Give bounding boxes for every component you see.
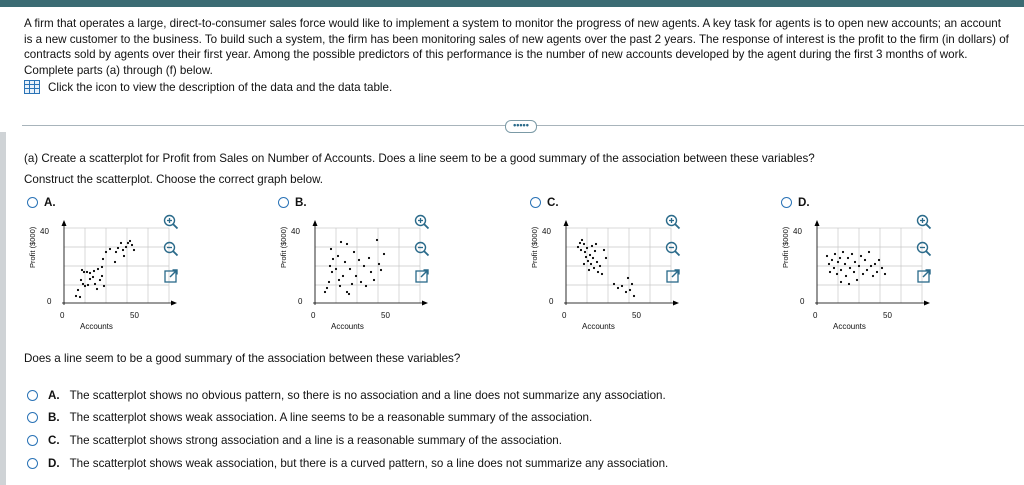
answer-radio-c-icon[interactable] [27,435,38,446]
tools-c [665,214,681,295]
y-tick-40-b: 40 [291,227,300,236]
grid-a [64,228,169,303]
expand-button[interactable]: ••••• [505,120,537,133]
line-question: Does a line seem to be a good summary of the association between these variables? [24,352,461,365]
scatterplot-a [30,214,180,334]
x-axis-label-c: Accounts [582,322,615,331]
open-new-window-icon[interactable] [916,268,932,284]
x-tick-50-b: 50 [381,311,390,320]
graph-option-d-label: D. [798,196,810,209]
intro-line-1: A firm that operates a large, direct-to-consumer sales force would like to implement a system to monitor the progress of new agents. A key task for agents is to open new accounts; an account [24,17,1001,30]
scatterplot-b-svg [281,214,431,334]
answer-text-a: The scatterplot shows no obvious pattern, so there is no association and a line does not summarize any association. [69,389,666,402]
x-tick-0-b: 0 [311,311,316,320]
part-a-instruction: Construct the scatterplot. Choose the correct graph below. [24,173,324,186]
x-tick-0-d: 0 [813,311,818,320]
grid-d [817,228,922,303]
zoom-in-icon[interactable] [414,214,430,230]
answer-option-d[interactable] [27,457,668,470]
y-axis-label-c: Profit ($000) [530,226,539,268]
graph-option-a-label: A. [44,196,56,209]
answer-text-c: The scatterplot shows strong association and a line is a reasonable summary of the association. [69,434,562,447]
y-axis-label-d: Profit ($000) [781,226,790,268]
x-tick-50-d: 50 [883,311,892,320]
answer-radio-d-icon[interactable] [27,458,38,469]
zoom-out-icon[interactable] [163,241,179,257]
part-a-question: (a) Create a scatterplot for Profit from Sales on Number of Accounts. Does a line seem to be a good summary of the association between these variables? [24,152,815,165]
radio-a-icon[interactable] [27,197,38,208]
x-tick-0-a: 0 [60,311,65,320]
scatterplot-d-svg [783,214,933,334]
y-tick-0-d: 0 [800,297,805,306]
points-d [826,251,886,285]
top-bar [0,0,1024,7]
y-tick-0-a: 0 [47,297,52,306]
radio-d-icon[interactable] [781,197,792,208]
y-tick-0-b: 0 [298,297,303,306]
answer-text-b: The scatterplot shows weak association. A line seems to be a reasonable summary of the association. [69,411,593,424]
x-axis-label-d: Accounts [833,322,866,331]
zoom-out-icon[interactable] [916,241,932,257]
answer-letter-a: A. [48,389,60,402]
zoom-out-icon[interactable] [414,241,430,257]
answer-radio-a-icon[interactable] [27,390,38,401]
y-tick-40-d: 40 [793,227,802,236]
zoom-in-icon[interactable] [665,214,681,230]
graph-option-c-label: C. [547,196,559,209]
answer-radio-b-icon[interactable] [27,412,38,423]
graph-option-c[interactable] [530,196,559,209]
zoom-in-icon[interactable] [163,214,179,230]
x-tick-0-c: 0 [562,311,567,320]
y-axis-label-a: Profit ($000) [28,226,37,268]
x-tick-50-c: 50 [632,311,641,320]
data-table-icon[interactable] [24,80,40,94]
answer-option-b[interactable] [27,411,592,424]
open-new-window-icon[interactable] [665,268,681,284]
answer-option-a[interactable] [27,389,666,402]
data-table-link-row [24,80,392,94]
points-c [577,239,635,297]
answer-option-c[interactable] [27,434,562,447]
radio-c-icon[interactable] [530,197,541,208]
open-new-window-icon[interactable] [163,268,179,284]
scatterplot-d [783,214,933,334]
graph-option-d[interactable] [781,196,810,209]
tools-a [163,214,179,295]
graph-option-b-label: B. [295,196,307,209]
points-a [75,240,135,298]
intro-line-4: Complete parts (a) through (f) below. [24,63,213,77]
x-axis-label-a: Accounts [80,322,113,331]
open-new-window-icon[interactable] [414,268,430,284]
scatterplot-c [532,214,682,334]
tools-d [916,214,932,295]
radio-b-icon[interactable] [278,197,289,208]
scatterplot-a-svg [30,214,180,334]
y-tick-40-c: 40 [542,227,551,236]
answer-letter-b: B. [48,411,60,424]
x-axis-label-b: Accounts [331,322,364,331]
graph-option-a[interactable] [27,196,56,209]
zoom-out-icon[interactable] [665,241,681,257]
scatterplot-b [281,214,431,334]
x-tick-50-a: 50 [130,311,139,320]
graph-option-b[interactable] [278,196,307,209]
y-tick-0-c: 0 [549,297,554,306]
data-table-link-text: Click the icon to view the description of the data and the data table. [48,80,393,94]
tools-b [414,214,430,295]
y-tick-40-a: 40 [40,227,49,236]
left-scroll-edge [0,132,6,485]
answer-letter-c: C. [48,434,60,447]
scatterplot-c-svg [532,214,682,334]
problem-intro [24,16,1024,78]
y-axis-label-b: Profit ($000) [279,226,288,268]
answer-text-d: The scatterplot shows weak association, but there is a curved pattern, so a line does not summarize any association. [69,457,669,470]
zoom-in-icon[interactable] [916,214,932,230]
intro-line-2: is a new customer to the business. To build such a system, the firm has been monitoring sales of new agents over the past 2 years. The response of interest is the profit to the firm (in dollars) of [24,32,1009,46]
intro-line-3: contracts sold by agents over their first year. Among the possible predictors of this performance is the number of new accounts developed by the agent during the first 3 months of work. [24,48,968,61]
answer-letter-d: D. [48,457,60,470]
